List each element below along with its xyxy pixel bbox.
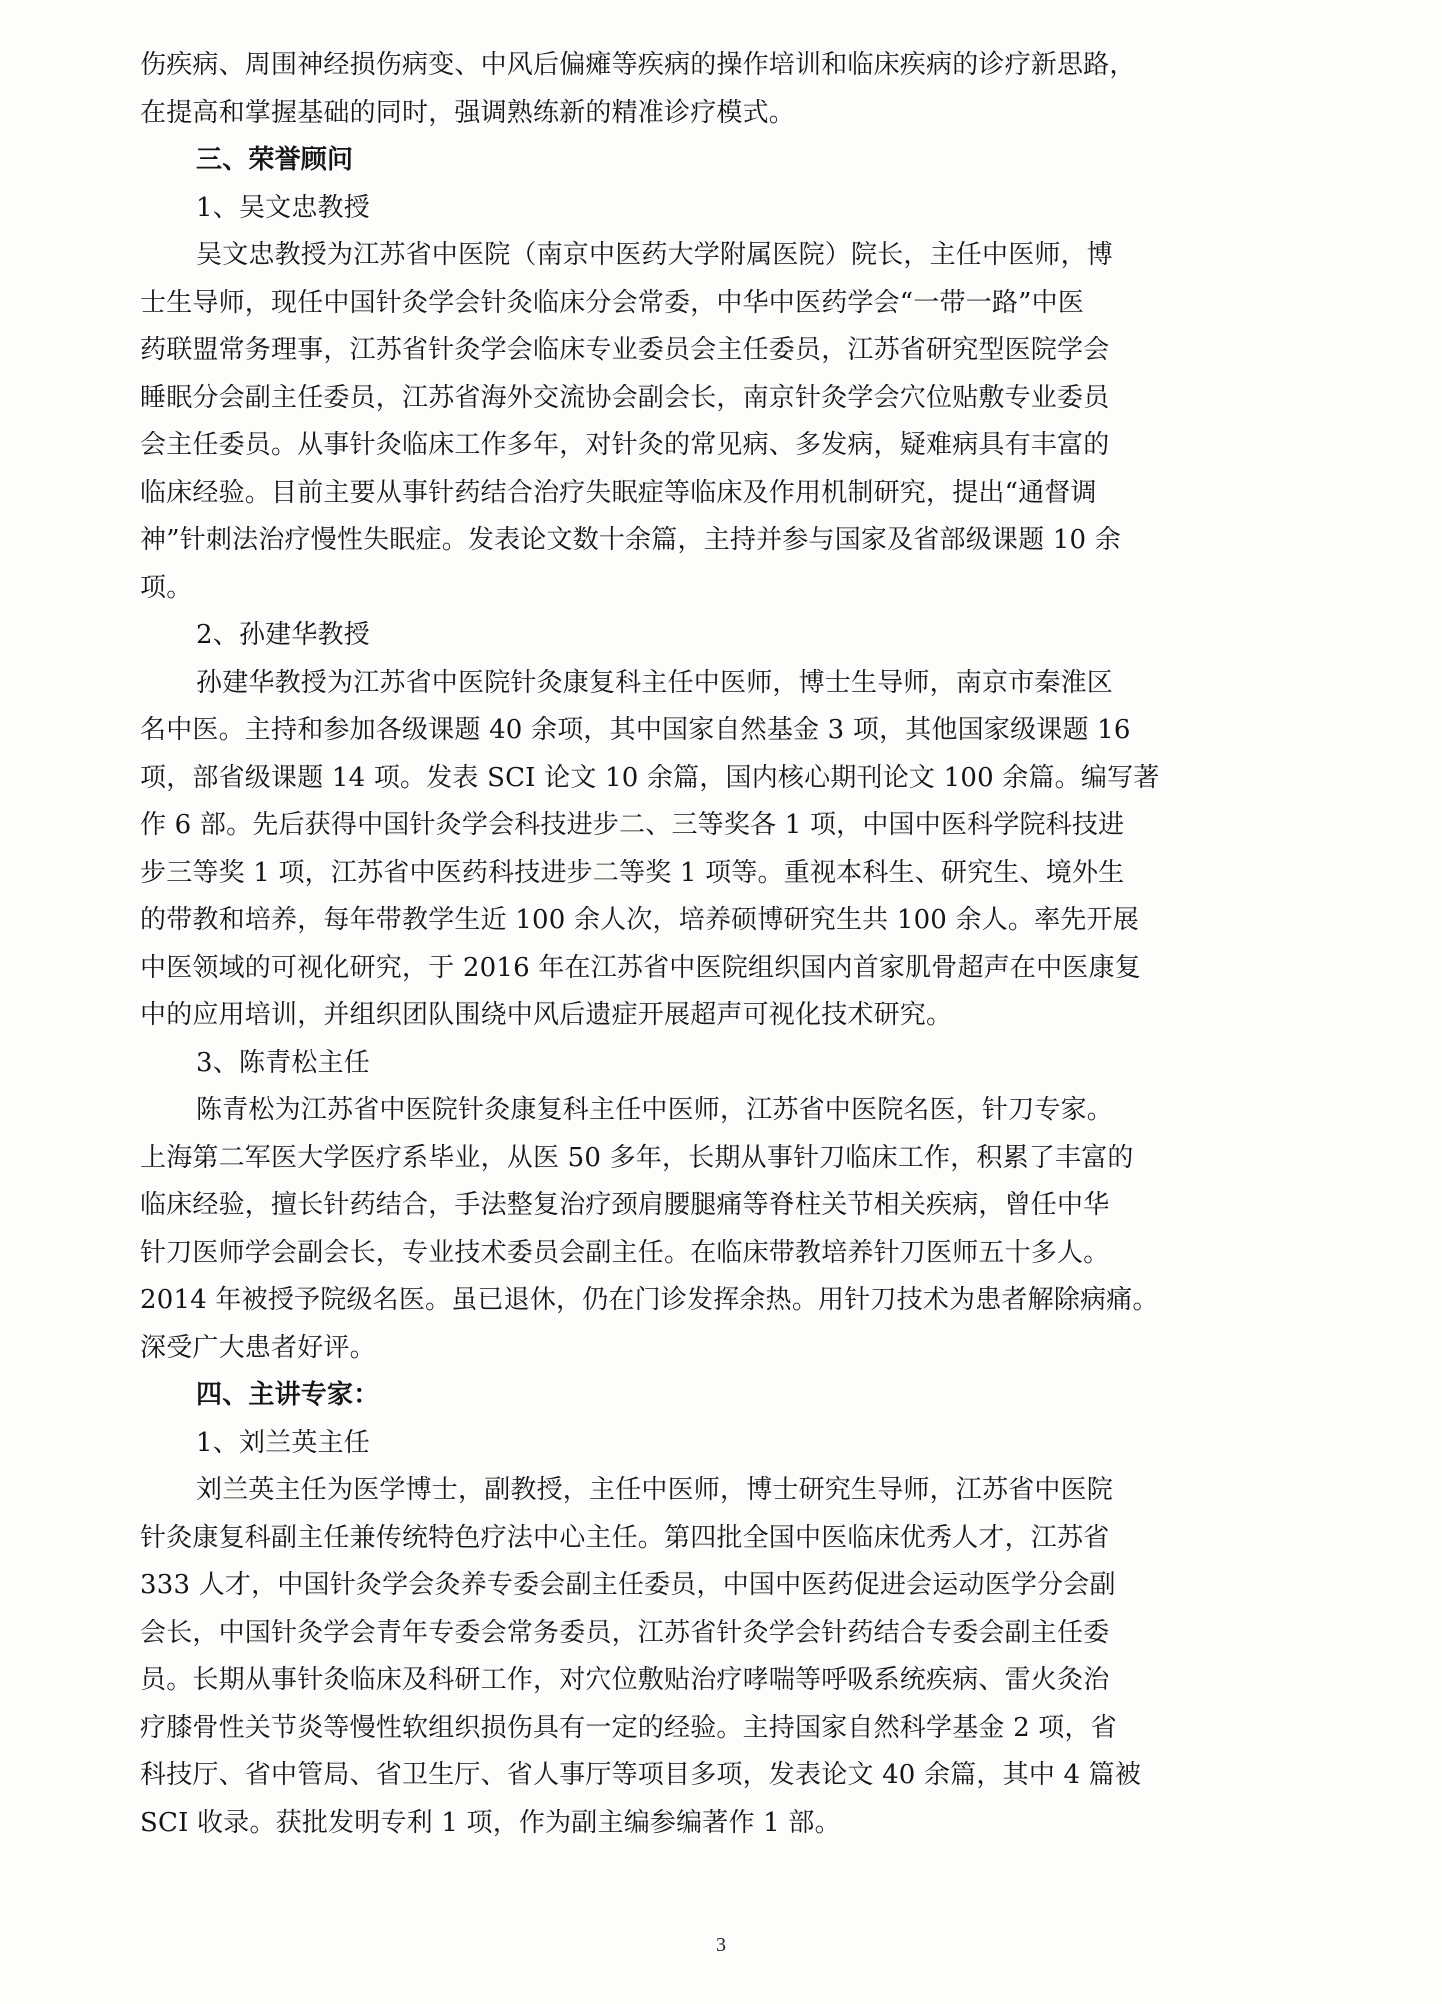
document-body <box>140 42 1290 1847</box>
text-line: 会主任委员。从事针灸临床工作多年，对针灸的常见病、多发病，疑难病具有丰富的 <box>140 430 1110 460</box>
text-line: 药联盟常务理事，江苏省针灸学会临床专业委员会主任委员，江苏省研究型医院学会 <box>140 335 1110 365</box>
section-heading: 三、荣誉顾问 <box>196 145 354 175</box>
text-line: 睡眠分会副主任委员，江苏省海外交流协会副会长，南京针灸学会穴位贴敷专业委员 <box>140 382 1110 413</box>
text-line: 孙建华教授为江苏省中医院针灸康复科主任中医师，博士生导师，南京市秦淮区 <box>196 667 1114 698</box>
text-line: 临床经验，擅长针药结合，手法整复治疗颈肩腰腿痛等脊柱关节相关疾病，曾任中华 <box>140 1190 1110 1220</box>
text-line: 员。长期从事针灸临床及科研工作，对穴位敷贴治疗哮喘等呼吸系统疾病、雷火灸治 <box>140 1665 1110 1695</box>
text-line: 项。 <box>140 572 193 603</box>
text-line: 2、孙建华教授 <box>196 620 370 650</box>
text-line: 上海第二军医大学医疗系毕业，从医 50 多年，长期从事针刀临床工作，积累了丰富的 <box>140 1142 1134 1173</box>
text-line: 临床经验。目前主要从事针药结合治疗失眠症等临床及作用机制研究，提出“通督调 <box>140 477 1097 508</box>
text-line: 333 人才，中国针灸学会灸养专委会副主任委员，中国中医药促进会运动医学分会副 <box>140 1570 1116 1600</box>
text-line: 针灸康复科副主任兼传统特色疗法中心主任。第四批全国中医临床优秀人才，江苏省 <box>140 1522 1110 1553</box>
text-line: 科技厅、省中管局、省卫生厅、省人事厅等项目多项，发表论文 40 余篇，其中 4 篇被 <box>140 1760 1142 1790</box>
text-line: 的带教和培养，每年带教学生近 100 余人次，培养硕博研究生共 100 余人。率先开展 <box>140 905 1139 935</box>
text-line: 1、吴文忠教授 <box>196 192 370 223</box>
text-line: 刘兰英主任为医学博士，副教授，主任中医师，博士研究生导师，江苏省中医院 <box>196 1475 1114 1505</box>
text-line: 1、刘兰英主任 <box>196 1427 370 1458</box>
text-line: 士生导师，现任中国针灸学会针灸临床分会常委，中华中医药学会“一带一路”中医 <box>140 287 1084 318</box>
text-line: 2014 年被授予院级名医。虽已退休，仍在门诊发挥余热。用针刀技术为患者解除病痛。 <box>140 1285 1159 1315</box>
text-line: 针刀医师学会副会长，专业技术委员会副主任。在临床带教培养针刀医师五十多人。 <box>140 1237 1110 1268</box>
text-line: 作 6 部。先后获得中国针灸学会科技进步二、三等奖各 1 项，中国中医科学院科技进 <box>140 810 1125 840</box>
text-line: 步三等奖 1 项，江苏省中医药科技进步二等奖 1 项等。重视本科生、研究生、境外生 <box>140 857 1125 888</box>
text-line: 中的应用培训，并组织团队围绕中风后遗症开展超声可视化技术研究。 <box>140 1000 953 1030</box>
text-line: 项，部省级课题 14 项。发表 SCI 论文 10 余篇，国内核心期刊论文 100 余篇。编写著 <box>140 762 1160 793</box>
text-line: 伤疾病、周围神经损伤病变、中风后偏瘫等疾病的操作培训和临床疾病的诊疗新思路， <box>140 50 1136 80</box>
text-line: 中医领域的可视化研究，于 2016 年在江苏省中医院组织国内首家肌骨超声在中医康复 <box>140 952 1141 983</box>
text-line: 陈青松为江苏省中医院针灸康复科主任中医师，江苏省中医院名医，针刀专家。 <box>196 1095 1114 1125</box>
text-line: 名中医。主持和参加各级课题 40 余项，其中国家自然基金 3 项，其他国家级课题 16 <box>140 715 1131 745</box>
text-line: 神”针刺法治疗慢性失眠症。发表论文数十余篇，主持并参与国家及省部级课题 10 余 <box>140 525 1121 555</box>
text-line: 吴文忠教授为江苏省中医院（南京中医药大学附属医院）院长，主任中医师，博 <box>196 240 1114 270</box>
text-line: SCI 收录。获批发明专利 1 项，作为副主编参编著作 1 部。 <box>140 1807 841 1838</box>
text-line: 疗膝骨性关节炎等慢性软组织损伤具有一定的经验。主持国家自然科学基金 2 项，省 <box>140 1712 1117 1743</box>
text-line: 深受广大患者好评。 <box>140 1332 376 1363</box>
text-line: 3、陈青松主任 <box>196 1047 370 1078</box>
text-line: 会长，中国针灸学会青年专委会常务委员，江苏省针灸学会针药结合专委会副主任委 <box>140 1617 1110 1648</box>
section-heading: 四、主讲专家： <box>196 1380 380 1410</box>
text-line: 在提高和掌握基础的同时，强调熟练新的精准诊疗模式。 <box>140 97 796 128</box>
page-number: 3 <box>716 1934 726 1956</box>
